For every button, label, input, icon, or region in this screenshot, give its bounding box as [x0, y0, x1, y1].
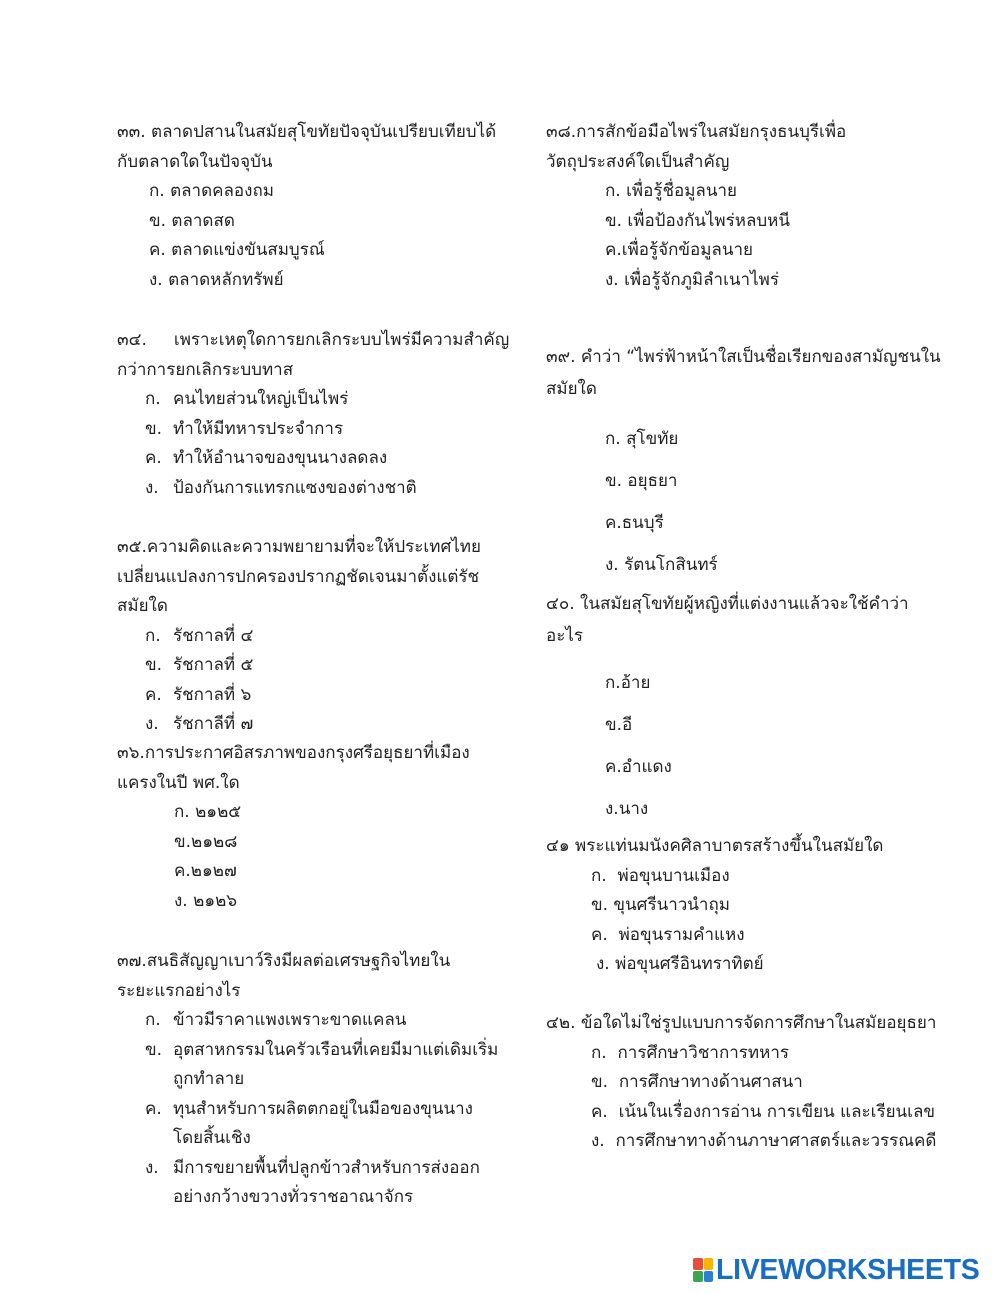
option-d[interactable]: ง.นาง — [605, 799, 649, 819]
option-c[interactable]: ค. พ่อขุนรามคำแหง — [591, 924, 745, 945]
question-stem: ๓๗.สนธิสัญญาเบาว์ริงมีผลต่อเศรษฐกิจไทยใน ระยะแรกอย่างไร — [117, 951, 451, 1001]
option-c[interactable]: ค. ทุนสำหรับการผลิตตกอยู่ในมือของขุนนางโดยสิ้นเชิง — [145, 1098, 473, 1148]
option-b[interactable]: ข.อี — [605, 715, 633, 735]
option-c[interactable]: ค. ตลาดแข่งขันสมบูรณ์ — [149, 240, 325, 260]
option-d[interactable]: ง. รัชกาลีที่ ๗ — [145, 714, 254, 734]
question-stem: ๓๔. เพราะเหตุใดการยกเลิกระบบไพร่มีความสำคัญ กว่าการยกเลิกระบบทาส — [117, 330, 510, 380]
option-b[interactable]: ข. การศึกษาทางด้านศาสนา — [591, 1072, 803, 1092]
option-b[interactable]: ข. รัชกาลที่ ๕ — [145, 655, 254, 675]
option-d[interactable]: ง. พ่อขุนศรีอินทราทิตย์ — [596, 954, 764, 974]
option-c[interactable]: ค.อำแดง — [605, 757, 672, 777]
question-stem: ๔๒. ข้อใดไม่ใช่รูปแบบการจัดการศึกษาในสมัยอยุธยา — [546, 1013, 937, 1033]
option-b[interactable]: ข. เพื่อป้องกันไพร่หลบหนี — [605, 210, 790, 231]
option-a[interactable]: ก. คนไทยส่วนใหญ่เป็นไพร่ — [145, 389, 349, 409]
question-stem: ๔๑ พระแท่นมนังคศิลาบาตรสร้างขึ้นในสมัยใด — [546, 836, 884, 856]
option-c[interactable]: ค. ทำให้อำนาจของขุนนางลดลง — [145, 448, 388, 468]
badge-cell — [693, 1258, 703, 1270]
liveworksheets-logo[interactable] — [693, 1254, 979, 1286]
option-a[interactable]: ก. พ่อขุนบานเมือง — [591, 865, 730, 886]
question-40 — [546, 588, 966, 830]
option-d[interactable]: ง. ตลาดหลักทรัพย์ — [149, 269, 284, 290]
option-c[interactable]: ค. เน้นในเรื่องการอ่าน การเขียน และเรียนเลข — [591, 1101, 936, 1122]
liveworksheets-badge-icon — [693, 1258, 713, 1282]
question-35 — [117, 533, 517, 740]
option-a[interactable]: ก. ตลาดคลองถม — [149, 181, 274, 201]
option-c[interactable]: ค. รัชกาลที่ ๖ — [145, 684, 252, 705]
question-34 — [117, 326, 517, 503]
badge-cell — [704, 1271, 714, 1283]
logo-text: LIVEWORKSHEETS — [716, 1253, 980, 1286]
option-b[interactable]: ข. อยุธยา — [605, 471, 678, 491]
option-d[interactable]: ง. ๒๑๒๖ — [174, 890, 238, 911]
option-a[interactable]: ก. การศึกษาวิชาการทหาร — [591, 1042, 789, 1063]
badge-cell — [704, 1258, 714, 1270]
question-39 — [546, 341, 966, 586]
question-stem: ๓๖.การประกาศอิสรภาพของกรุงศรีอยุธยาที่เมือง แครงในปี พศ.ใด — [117, 743, 470, 793]
question-42 — [546, 1009, 986, 1157]
question-stem: ๓๕.ความคิดและความพยายามที่จะให้ประเทศไทย เปลี่ยนแปลงการปกครองปรากฏชัดเจนมาตั้งแต่รัช สมัยใด — [117, 537, 481, 616]
badge-cell — [693, 1271, 703, 1283]
option-a[interactable]: ก. เพื่อรู้ชื่อมูลนาย — [605, 181, 737, 201]
option-a[interactable]: ก.อ้าย — [605, 673, 651, 693]
question-41 — [546, 832, 966, 980]
option-b[interactable]: ข. ขุนศรีนาวนำถุม — [591, 895, 730, 915]
question-37 — [117, 947, 507, 1213]
option-b[interactable]: ข. อุตสาหกรรมในครัวเรือนที่เคยมีมาแต่เดิมเริ่มถูกทำลาย — [145, 1039, 499, 1089]
option-a[interactable]: ก. ข้าวมีราคาแพงเพราะขาดแคลน — [145, 1010, 407, 1030]
option-c[interactable]: ค.เพื่อรู้จักข้อมูลนาย — [605, 240, 753, 260]
option-d[interactable]: ง. รัตนโกสินทร์ — [605, 555, 718, 575]
question-33 — [117, 118, 517, 295]
option-d[interactable]: ง. ป้องกันการแทรกแซงของต่างชาติ — [145, 477, 417, 498]
option-a[interactable]: ก. รัชกาลที่ ๔ — [145, 625, 254, 646]
question-38 — [546, 118, 946, 295]
question-36 — [117, 739, 517, 916]
option-d[interactable]: ง. มีการขยายพื้นที่ปลูกข้าวสำหรับการส่งออกอย่างกว้างขวางทั่วราชอาณาจักร — [145, 1157, 480, 1207]
question-stem: ๔๐. ในสมัยสุโขทัยผู้หญิงที่แต่งงานแล้วจะใช้คำว่า อะไร — [546, 594, 909, 646]
question-stem: ๓๙. คำว่า “ไพร่ฟ้าหน้าใสเป็นชื่อเรียกของสามัญชนใน สมัยใด — [546, 347, 941, 399]
option-c[interactable]: ค.ธนบุรี — [605, 513, 664, 533]
option-b[interactable]: ข.๒๑๒๘ — [174, 831, 238, 852]
option-d[interactable]: ง. เพื่อรู้จักภูมิลำเนาไพร่ — [605, 269, 779, 290]
option-a[interactable]: ก. สุโขทัย — [605, 429, 679, 449]
question-stem: ๓๘.การสักข้อมือไพร่ในสมัยกรุงธนบุรีเพื่อ วัตถุประสงค์ใดเป็นสำคัญ — [546, 122, 847, 172]
question-stem: ๓๓. ตลาดปสานในสมัยสุโขทัยปัจจุบันเปรียบเทียบได้ กับตลาดใดในปัจจุบัน — [117, 122, 497, 172]
option-b[interactable]: ข. ตลาดสด — [149, 210, 235, 231]
option-d[interactable]: ง. การศึกษาทางด้านภาษาศาสตร์และวรรณคดี — [591, 1131, 937, 1151]
option-a[interactable]: ก. ๒๑๒๕ — [174, 802, 242, 822]
option-c[interactable]: ค.๒๑๒๗ — [174, 861, 237, 881]
option-b[interactable]: ข. ทำให้มีทหารประจำการ — [145, 418, 344, 439]
